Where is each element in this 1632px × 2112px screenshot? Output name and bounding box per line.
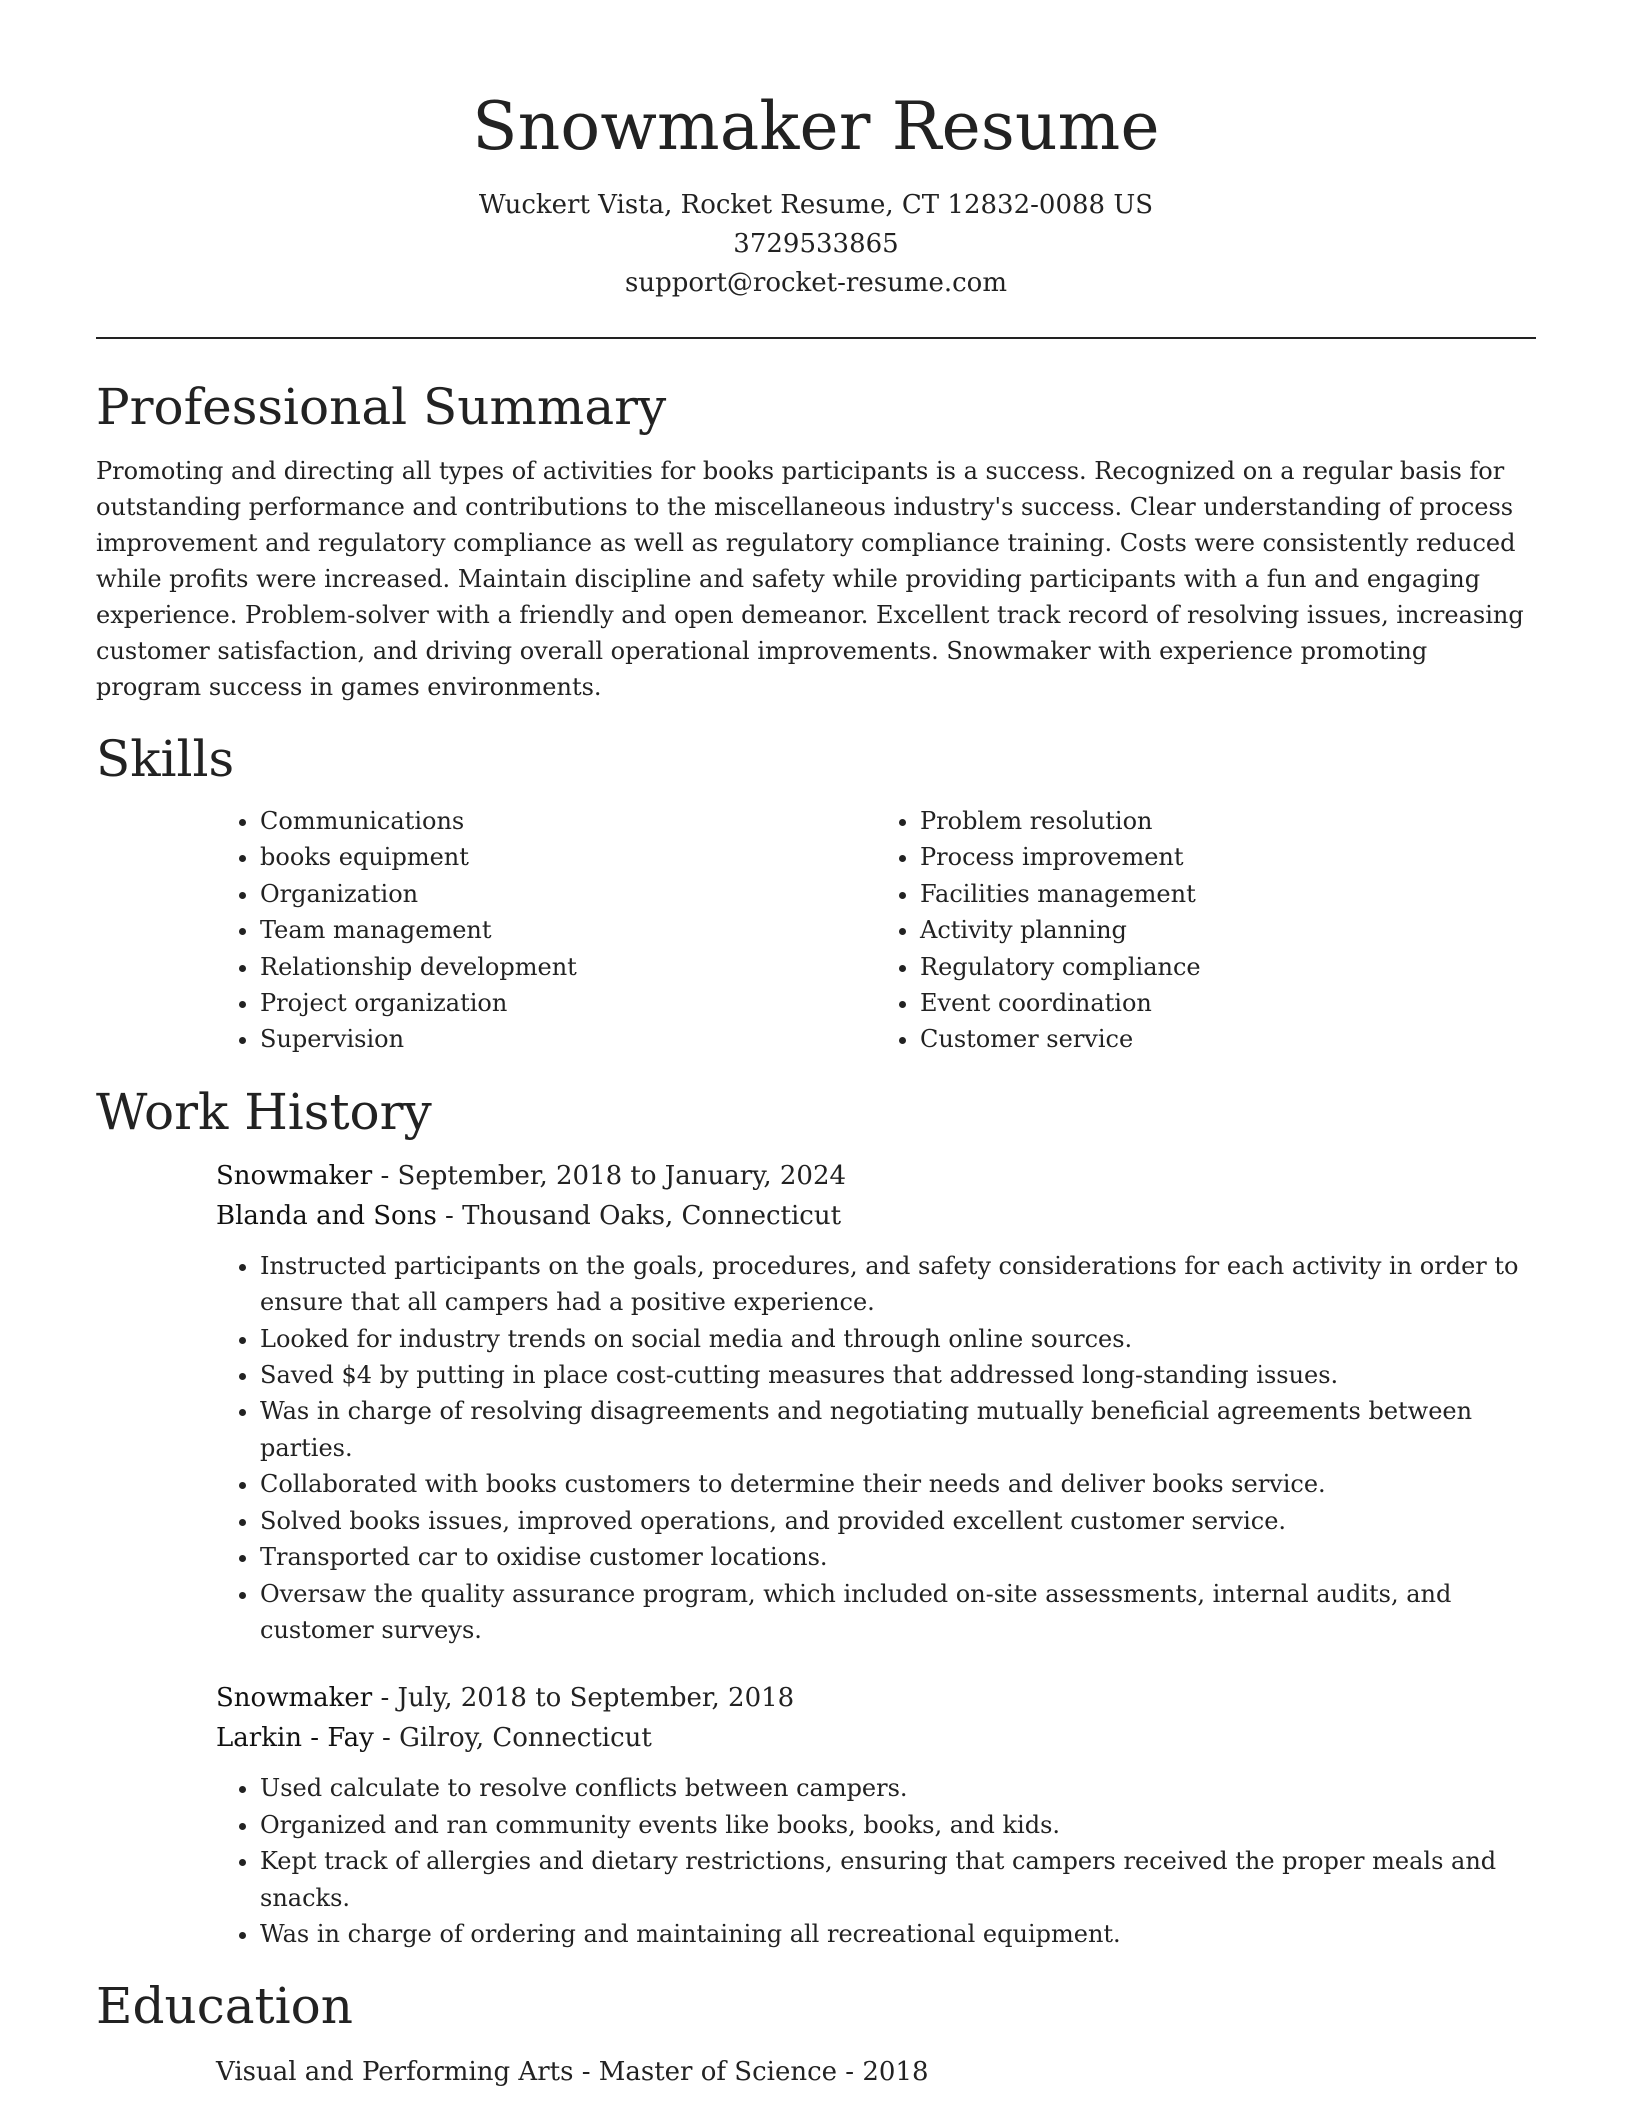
job-company-line [216,1196,1536,1236]
job-entry [216,1156,1536,1648]
skill-item: • Activity planning [920,912,1536,948]
skill-item: • Customer service [920,1021,1536,1057]
skill-item: • Problem resolution [920,803,1536,839]
job-company: Blanda and Sons [216,1200,437,1231]
email: support@rocket-resume.com [624,268,1007,298]
job-bullet: • Oversaw the quality assurance program, which included on-site assessments, internal audits, and customer surveys. [260,1576,1536,1649]
job-entry [216,1678,1536,1952]
resume-title: Snowmaker Resume [472,88,1160,165]
job-dates: - July, 2018 to September, 2018 [372,1683,795,1714]
skill-item: • Communications [260,803,876,839]
skill-item: • Team management [260,912,876,948]
skill-item: • Regulatory compliance [920,949,1536,985]
header-divider [96,337,1536,339]
job-title-line [216,1678,1536,1718]
job-company: Larkin - Fay [216,1723,374,1754]
job-bullet: • Looked for industry trends on social media and through online sources. [260,1321,1536,1357]
summary-heading: Professional Summary [96,378,667,436]
job-bullet: • Transported car to oxidise customer locations. [260,1539,1536,1575]
skill-item: • Relationship development [260,949,876,985]
job-location: - Gilroy, Connecticut [373,1723,652,1754]
job-bullets [216,1248,1536,1648]
job-role: Snowmaker [216,1160,373,1191]
job-location: - Thousand Oaks, Connecticut [436,1200,842,1231]
skill-item: • Process improvement [920,839,1536,875]
job-bullet: • Instructed participants on the goals, procedures, and safety considerations for each activity in order to ensure that all campers had a positive experience. [260,1248,1536,1321]
skills-column-left [216,803,876,1058]
job-bullet: • Kept track of allergies and dietary restrictions, ensuring that campers received the proper meals and snacks. [260,1843,1536,1916]
work-history-heading: Work History [96,1082,432,1141]
education-entry: Visual and Performing Arts - Master of Science - 2018 [216,2057,929,2088]
job-bullet: • Used calculate to resolve conflicts between campers. [260,1770,1536,1806]
job-bullets [216,1770,1536,1952]
job-bullet: • Saved $4 by putting in place cost-cutting measures that addressed long-standing issues. [260,1357,1536,1393]
job-title-line [216,1156,1536,1196]
skills-column-right [876,803,1536,1058]
phone: 3729533865 [733,229,899,259]
job-bullet: • Solved books issues, improved operations, and provided excellent customer service. [260,1503,1536,1539]
job-bullet: • Collaborated with books customers to determine their needs and deliver books service. [260,1466,1536,1502]
education-heading: Education [96,1977,353,2036]
skill-item: • Event coordination [920,985,1536,1021]
skill-item: • Facilities management [920,876,1536,912]
job-dates: - September, 2018 to January, 2024 [372,1160,847,1191]
resume-page [96,0,1536,2092]
job-bullet: • Organized and ran community events like books, books, and kids. [260,1807,1536,1843]
skill-item: • Supervision [260,1021,876,1057]
skill-item: • books equipment [260,839,876,875]
job-role: Snowmaker [216,1683,373,1714]
skill-item: • Project organization [260,985,876,1021]
address: Wuckert Vista, Rocket Resume, CT 12832-0088 US [478,190,1154,220]
skills-heading: Skills [96,730,235,788]
summary-text: Promoting and directing all types of activities for books participants is a success. Recognized on a regular basis for outstanding performance and contributions to the miscellaneous industry's success. Clear understanding of process improvement and regulatory compliance as well as regulatory compliance training. Costs were consistently reduced while profits were increased. Maintain discipline and safety while providing participants with a fun and engaging experience. Problem-solver with a friendly and open demeanor. Excellent track record of resolving issues, increasing customer satisfaction, and driving overall operational improvements. Snowmaker with experience promoting program success in games environments. [96,457,1524,701]
resume-header [96,0,1536,303]
job-company-line [216,1718,1536,1758]
skill-item: • Organization [260,876,876,912]
skills-list [216,803,1536,1058]
job-bullet: • Was in charge of resolving disagreements and negotiating mutually beneficial agreements between parties. [260,1393,1536,1466]
job-bullet: • Was in charge of ordering and maintaining all recreational equipment. [260,1916,1536,1952]
